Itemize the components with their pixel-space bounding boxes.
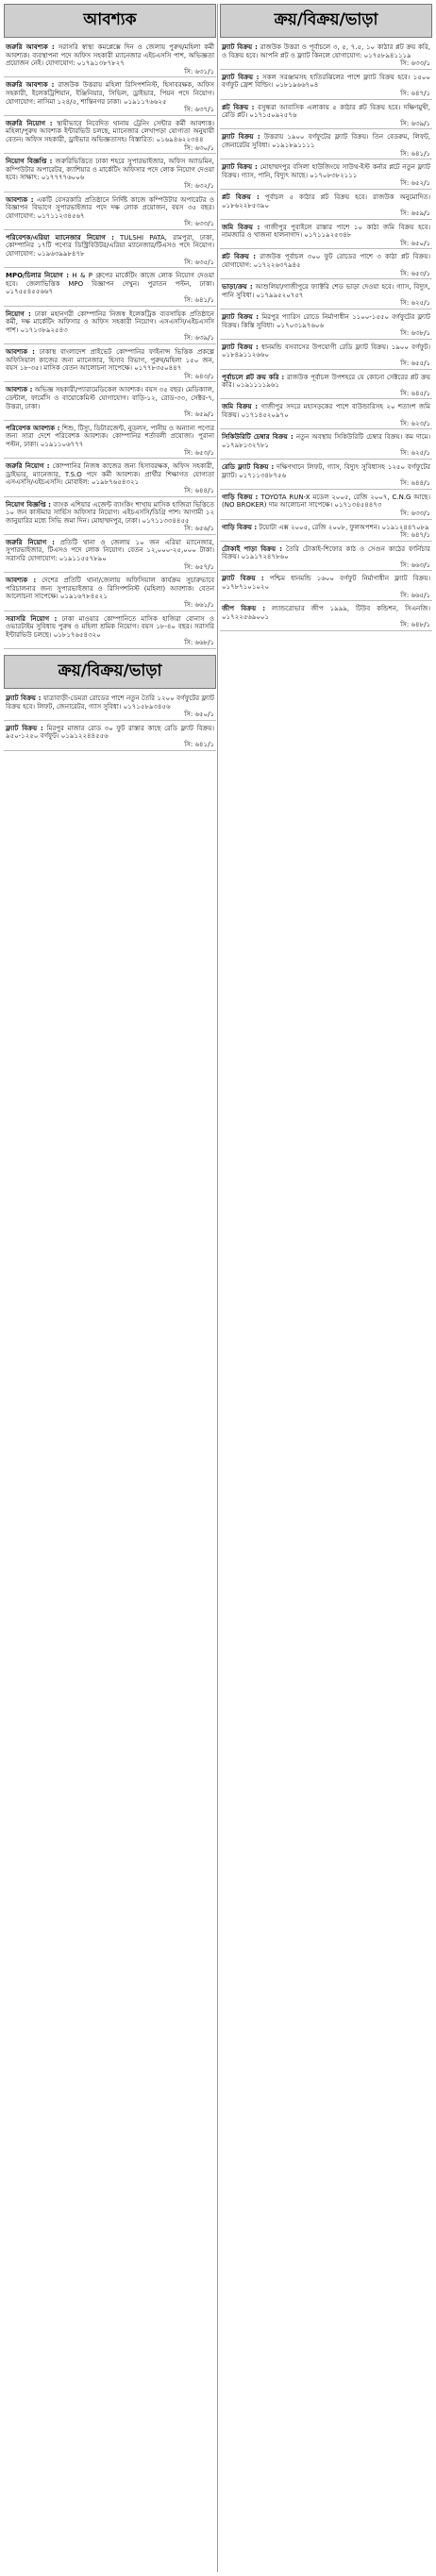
ad-separator xyxy=(4,648,216,649)
ad-separator xyxy=(220,459,432,460)
buy-sell-ads-list-left xyxy=(4,693,216,751)
ad-separator xyxy=(220,428,432,429)
classified-ad xyxy=(220,431,432,458)
ad-separator xyxy=(4,229,216,230)
section-title-wanted: আবশ্যক xyxy=(4,4,216,38)
ad-code: সি: ৬৩৩/১ xyxy=(400,509,430,517)
ad-code: সি: ৬৫৩/১ xyxy=(184,448,214,457)
ad-separator xyxy=(4,534,216,535)
ad-separator xyxy=(220,600,432,601)
ad-code: সি: ৬৪৫/১ xyxy=(400,389,430,397)
classified-ad xyxy=(220,131,432,158)
classified-ad xyxy=(4,537,216,571)
ad-body: অভিজ্ঞ সহকারী/প্যারামেডিকেল আবশ্যক। বয়স ৩৫ বছর। মেডিক্যাল, ডেন্টাল, ফার্মেসি ও বায়োকেমিস্ট যোগাযোগ। বাড়ি-১২, রোড-৩৩, সেক্টর-৭, উত্তরা, ঢাকা। xyxy=(6,386,214,410)
classified-ad xyxy=(4,309,216,343)
classified-ad xyxy=(220,311,432,338)
ad-body: ঢাকাস্থ বাংলাদেশ প্রাইভেট কোম্পানির ফাইনান্স ভিত্তিক প্রকল্পে অফিসিয়াল কাজের জন্য ম্যানেজার, হিসাব বিভাগ, পুরুষ/মহিলা ১৫০ জন, বয়স ১৮-৩৫। মাসিক বেতন আলোচনা সাপেক্ষে। ০১৭৭৮৩৫০৪৪৭ xyxy=(6,348,214,373)
ad-body: রাজউক পূর্বাচল উপশহরে যে কোনো সেক্টরের প্লট ক্রয় করি। ০১৯১১১১৯৬১ xyxy=(222,373,430,390)
ad-heading: প্লট বিক্রয় : xyxy=(222,192,260,201)
ad-heading: আবশ্যক : xyxy=(6,195,34,204)
ad-code: সি: ৬৫৫/১ xyxy=(400,360,430,367)
ad-code: সি: ৬৪১/১ xyxy=(184,296,214,305)
ad-code: সি: ৬৩৮/১ xyxy=(400,329,430,338)
ad-heading: প্লট বিক্রয় : xyxy=(222,253,257,261)
ad-code: সি: ৬৪১/১ xyxy=(400,149,430,158)
ad-code: সি: ৬৪৪/১ xyxy=(400,479,430,488)
ad-heading: নিয়োগ : xyxy=(6,309,31,318)
section-title-buy-sell-rent: ক্রয়/বিক্রয়/ভাড়া xyxy=(220,4,432,38)
ad-heading: জরুরি নিয়োগ : xyxy=(6,119,53,127)
ad-separator xyxy=(4,720,216,721)
ad-body: সকল সরঞ্জামসহ হাতিরঝিলের পাশে ফ্ল্যাট বিক্রয় হবে। ১৫০০ বর্গফুট ফ্রেশ বিল্ডিং। ০১৮১৯৬৬৭০৪ xyxy=(222,73,430,90)
classified-ad xyxy=(220,72,432,98)
ad-separator xyxy=(4,306,216,307)
ad-body: গাজীপুর পুবাইলে রাস্তার পাশে ১০ কাঠা জমি বিক্রয় হবে। নামজারি ও খাজনা হালনাগাদ। ০১৭১১৯২৫৩৪৮ xyxy=(222,223,430,240)
ad-heading: গাড়ি বিক্রয় : xyxy=(222,493,259,501)
ad-separator xyxy=(4,115,216,116)
ad-code: সি: ৬৩৩/১ xyxy=(400,59,430,68)
ad-heading: নিয়োগ বিজ্ঞপ্তি : xyxy=(6,500,51,509)
ad-separator xyxy=(4,343,216,344)
ad-separator xyxy=(220,248,432,249)
classified-ad xyxy=(220,401,432,427)
ad-code: সি: ৬৫৯/১ xyxy=(184,410,214,419)
ad-heading: পূর্বাচলে প্লট ক্রয় করি : xyxy=(222,373,285,381)
ad-body: H & P গ্রুপের মার্কেটিং কাজে লোক নিয়োগ দেওয়া হবে। জেলাভিত্তিক MPO বিজ্ঞাপন দেখুন। পুরাতন পল্টন, ঢাকা। ০১৭৫৫৪৫৫৬৬৭ xyxy=(6,272,214,296)
ad-body: নতুন অবস্থায় সিকিউরিটি চেম্বার বিক্রয়। কম দামে। ০১৭৯৮১৩২৭৮১ xyxy=(222,433,430,449)
ad-heading: ফ্ল্যাট বিক্রয় : xyxy=(222,163,258,172)
ad-code: সি: ৬৩৯/১ xyxy=(184,334,214,343)
ad-separator xyxy=(220,69,432,70)
classified-ad xyxy=(220,492,432,518)
ad-body: মিরপুর প্যারিস রোডে নির্মাণাধীন ১১০০-১৫৫০ বর্গফুটের ফ্ল্যাট বিক্রয়। কিস্তি সুবিধা। ০১৭০৩১৯৭৬০৬ xyxy=(222,313,430,329)
right-column xyxy=(220,4,432,2572)
ad-body: ঢাকা মহানগরী কোম্পানির নিজস্ব ইলেকট্রিক ব্যবসায়িক প্রতিষ্ঠানে কর্মী, দক্ষ মার্কেটিং অফিসার ও অফিস সহকারী নিয়োগ। এসএসসি/এইচএসসি পাশ। ০১৭১৩৮৯২৫৪৩ xyxy=(6,309,214,334)
classified-ad xyxy=(220,161,432,188)
ad-separator xyxy=(4,750,216,751)
ad-heading: ফ্ল্যাট বিক্রয় : xyxy=(222,575,264,583)
ad-body: রাজউক উত্তরায় মহিলা রিসিপশনিস্ট, হিসাবরক্ষক, অফিস সহকারী, ইলেকট্রিশিয়ান, ইঞ্জিনিয়ার, সিভিল, ড্রাইভার, পিয়ন পদে নিয়োগ। যোগাযোগ: নাসিমা ১২৪/৫, শান্তিনগর ঢাকা। ০১৯১১৭৬৬২৫ xyxy=(6,81,214,106)
ad-body: ল্যান্ডরোভার জীপ ১৯৯৯, টিউব কন্ডিশন, সিএনজি। ০১৭২২৫৬৯০০১ xyxy=(222,605,430,621)
ad-heading: পরিবেশক আবশ্যক : xyxy=(6,424,60,432)
ad-heading: সিকিউরিটি চেম্বার বিক্রয় : xyxy=(222,433,293,442)
ad-heading: ফ্ল্যাট বিক্রয় : xyxy=(222,43,258,51)
buy-sell-ads-list xyxy=(220,42,432,631)
classified-ad xyxy=(4,723,216,749)
ad-body: সরাসরি স্বাস্থ্য কমপ্লেক্সে দিন ও জেলায় পুরুষ/মহিলা কর্মী আবশ্যক। ব্যবস্থাপনা পদে অফিস সহকারী ম্যানেজার এইচএসসি পাশ, অভিজ্ঞতা প্রয়োজন নেই। যোগাযোগ: ০১৭৯১৩৮৭৮২৭ xyxy=(6,43,214,68)
ad-body: ঢাকা মাওয়ার কোম্পানিতে মাসিক হাজিরা বোনাস ও ওভারটাইম সুবিধায় পুরুষ ও মহিলা শ্রমিক নিয়োগ। বয়স ১৮-৪০ বছর। সরাসরি ইন্টারভিউ চলছে। ০১৮১৭৬৫৪৩২০ xyxy=(6,614,215,639)
ad-code: সি: ৬৫৬/১ xyxy=(184,525,214,533)
classified-ad xyxy=(4,194,216,228)
ad-code: সি: ৬৫৩/১ xyxy=(400,269,430,277)
ad-code: সি: ৬৪৭/১ xyxy=(400,89,430,97)
ad-separator xyxy=(220,630,432,631)
ad-heading: রেডি ফ্ল্যাট বিক্রয় : xyxy=(222,462,275,471)
ad-code: সি: ৬৪১/১ xyxy=(184,740,214,748)
ad-code: সি: ৬২৫/১ xyxy=(400,299,430,308)
ad-separator xyxy=(220,519,432,520)
ad-code: সি: ৬৩১/১ xyxy=(184,67,214,75)
ad-heading: জরুরি নিয়োগ : xyxy=(6,538,55,546)
ad-code: সি: ৬৩৫/১ xyxy=(184,258,214,266)
ad-heading: নিয়োগ বিজ্ঞপ্তি : xyxy=(6,158,53,166)
ad-heading: MPO/চিলার নিয়োগ : xyxy=(6,272,70,280)
column-divider xyxy=(217,4,218,2572)
ad-separator xyxy=(4,267,216,268)
ad-body: আশুলিয়া/গাজীপুরে ফ্যাক্টরি শেড ভাড়া দেওয়া হবে। গ্যাস, বিদ্যুৎ, পানি সুবিধা। ০১৭৯৯৫২০৭৫৭ xyxy=(222,283,430,299)
ad-separator xyxy=(220,369,432,370)
ad-code: সি: ৬৪৭/১ xyxy=(400,531,430,540)
classified-ad xyxy=(4,693,216,719)
classified-ad xyxy=(4,156,216,190)
ad-separator xyxy=(4,458,216,459)
ad-heading: ফ্ল্যাট বিক্রয় : xyxy=(222,73,260,81)
classified-ad xyxy=(4,575,216,609)
ad-separator xyxy=(4,496,216,497)
ad-heading: জরুরি নিয়োগ : xyxy=(6,462,50,471)
ad-heading: সরাসরি নিয়োগ : xyxy=(6,614,58,623)
classified-ad xyxy=(220,251,432,277)
classified-ad xyxy=(4,346,216,380)
ad-code: সি: ৬৬৮/১ xyxy=(184,639,214,647)
classified-ad xyxy=(4,423,216,457)
ad-code: সি: ৬৫০/১ xyxy=(184,711,214,719)
ad-heading: আবশ্যক : xyxy=(6,348,35,356)
ad-separator xyxy=(4,153,216,154)
ad-heading: জরুরি আবশ্যক : xyxy=(6,81,55,90)
ad-heading: ভাড়া/ক্রয় : xyxy=(222,283,253,292)
ad-code: সি: ৬২৩/১ xyxy=(400,419,430,427)
ad-separator xyxy=(220,189,432,190)
ad-code: সি: ৬৬৫/১ xyxy=(400,591,430,599)
ad-code: সি: ৬৩০/১ xyxy=(184,143,214,152)
ad-separator xyxy=(4,381,216,382)
ad-code: সি: ৬৫৭/১ xyxy=(184,562,214,571)
ad-code: সি: ৬৫৯/১ xyxy=(400,209,430,218)
classified-ad xyxy=(220,603,432,629)
classified-ad xyxy=(220,522,432,540)
ad-body: রাজউক উত্তরা ও পূর্বাচলে ৩, ৫, ৭.৫, ১০ কাঠার প্লট ক্রয় করি, ও বিক্রয় হবে। আপনি প্লট ও ফ্ল্যাট কিনলে যোগাযোগ: ০১৭৫৮৯৪১১১৯ xyxy=(222,43,430,59)
ad-body: রাজউক পূর্বাচল ৩০০ ফুট রোডের পাশে ৩ কাঠা প্লট বিক্রয়। যোগাযোগ: ০১৭২২৬৩৭৯৪৫ xyxy=(222,253,430,270)
classified-ad xyxy=(4,79,216,113)
ad-body: TULSHI PATA, রামপুরা, ঢাকা, কোম্পানির ১৭টি পণ্যের ডিস্ট্রিবিউটর/এরিয়া ম্যানেজার/টিএসও পদে নিয়োগ। যোগাযোগ: ০১৯৬৩৯৯৮৪৭৮ xyxy=(6,233,214,259)
classified-ad xyxy=(220,342,432,368)
ad-body: ব্যাংক এশিয়ার এজেন্ট ব্যাংকিং শাখায় মাসিক হাজিরা ভিত্তিতে ১০ জন কাস্টমার সার্ভিস অফিসার নিয়োগ। এইচএসসি/ডিগ্রি পাশ। আগামী ১২ জানুয়ারির মধ্যে সিভি জমা দিন। মোহাম্মদপুর, ঢাকা। ০১৭১১৩৩৪৪৫৫ xyxy=(6,500,214,525)
classified-ad xyxy=(4,499,216,533)
left-column xyxy=(4,4,216,2572)
ad-code: সি: ৬৩৩/১ xyxy=(184,220,214,228)
ad-body: মোহাম্মদপুর বসিলা হাউজিংয়ে সাউথ-ইস্ট কর্নার প্লটে নতুন ফ্ল্যাট বিক্রয়। গ্যাস, পানি, বিদ্যুৎ আছে। ০১৭০৮৩৮২১১১ xyxy=(222,163,430,179)
ad-code: সি: ৬৩৭/১ xyxy=(184,106,214,114)
ad-separator xyxy=(220,541,432,542)
ad-separator xyxy=(220,278,432,279)
ad-heading: টোকাই পাড়া বিক্রয় : xyxy=(222,544,283,553)
classified-ad xyxy=(220,544,432,570)
ad-heading: ফ্ল্যাট বিক্রয় : xyxy=(222,343,259,351)
ad-body: শিশু, টিস্যু, ডিটারজেন্ট, নুডলস, পানীয় ও অন্যান্য পণ্যের জন্য সারা দেশে পরিবেশক আবশ্যক। কোম্পানির শর্তাবলী প্রযোজ্য। পুরানা পল্টন, ঢাকা। ০১৯১১০৬৭৭৭ xyxy=(6,424,214,448)
classified-ad xyxy=(220,372,432,398)
ad-code: সি: ৬৩৯/১ xyxy=(400,119,430,127)
ad-heading: ফ্ল্যাট বিক্রয় : xyxy=(6,694,42,702)
ad-separator xyxy=(220,99,432,100)
ad-separator xyxy=(4,76,216,77)
ad-heading: আবশ্যক : xyxy=(6,577,37,585)
ad-body: মিরপুর মাজার রোড ৩০ ফুট রাস্তার কাছে রেডি ফ্ল্যাট বিক্রয়। ৯৫০-১২৫০ বর্গফুট। ০১৯১২২৪৪৫৫৬ xyxy=(6,724,215,741)
classified-ad xyxy=(220,461,432,488)
ad-heading: জীপ বিক্রয় : xyxy=(222,605,266,613)
ad-code: সি: ৬৪৮/১ xyxy=(400,621,430,629)
ad-heading: জরুরি আবশ্যক : xyxy=(6,43,55,51)
classified-ad xyxy=(220,573,432,599)
ad-heading: জমি বিক্রয় : xyxy=(222,403,259,411)
classified-ad xyxy=(4,118,216,152)
ad-body: পশ্চিম ধানমন্ডি ১৬০০ বর্গফুট নির্মাণাধীন ফ্ল্যাট বিক্রয়। ০১৭৮৭১০১০২০ xyxy=(222,575,430,592)
ad-code: সি: ৬৪৩/১ xyxy=(184,372,214,380)
ad-separator xyxy=(4,572,216,573)
ad-separator xyxy=(220,219,432,220)
ad-body: তৈরি টোকাই-শিফোর কাঠ ও সেগুন কাঠের ফার্নিচার বিক্রয়। ০১৯১৭২৪৭৮৬০ xyxy=(222,544,430,561)
ad-body: জরুরিভিত্তিতে ঢাকা শহরে সুপারভাইজার, অফিস অ্যাডমিন, কম্পিউটার অপারেটর, ক্যাশিয়ার ও মার্কেটিং অফিসার পদে লোক নিয়োগ দেওয়া হবে। সাক্ষাৎ: ০১৭৭৭৭৬০০৬ xyxy=(6,158,214,182)
ad-body: স্থায়ীভাবে নিবেদিত থানায় ট্রেনিং সেন্টার কর্মী আবশ্যক। মহিলা/পুরুষ আবশ্যক ইন্টারভিউ চলছে, ম্যানেজার লেখাপড়া যোগ্যতা অনুযায়ী বেতন। অফিস সহকারী, ড্রাইভার অভিজ্ঞতাসহ। বিস্তারিত: ০১৬৯৪৬২২৩৪৪ xyxy=(6,119,214,143)
ad-body: দেশের প্রতিটি থানা/জেলায় অফিসিয়াল কার্যক্রম সুচারুভাবে পরিচালনার জন্য সুপারভাইজার ও রিসিপশনিস্ট (মহিলা) আবশ্যক। বেতন আলোচনা সাপেক্ষে। ০১৯১৬৭৮৪৫২১ xyxy=(6,577,214,601)
section-title-buy-sell-rent-left: ক্রয়/বিক্রয়/ভাড়া xyxy=(4,655,216,689)
ad-heading: ফ্ল্যাট বিক্রয় : xyxy=(222,313,260,322)
ad-body: TOYOTA RUN-X মডেল ২০০৫, রেজি ২০০৭, C.N.G আছে। (NO BROKER) দাম আলোচনা সাপেক্ষে। ০১৭১৩৪৫৪৪৭৩ xyxy=(222,493,431,510)
classified-ad xyxy=(4,384,216,418)
ad-code: সি: ৬৩২/১ xyxy=(184,181,214,190)
ad-heading: আবশ্যক : xyxy=(6,386,33,394)
ad-heading: জমি বিক্রয় : xyxy=(222,223,260,231)
ad-heading: গাড়ি বিক্রয় : xyxy=(222,523,258,531)
ad-separator xyxy=(220,489,432,490)
classified-ad xyxy=(4,613,216,647)
ad-code: সি: ৬৫০/১ xyxy=(400,239,430,247)
classified-ad xyxy=(220,102,432,128)
ad-separator xyxy=(220,570,432,571)
classified-ad xyxy=(4,232,216,266)
classified-ad xyxy=(220,281,432,308)
ad-separator xyxy=(220,398,432,399)
ad-body: প্রতিটি থানা ও জেলায় ১০ জন এরিয়া ম্যানেজার, সুপারভাইজার, টিএসও পদে লোক নিয়োগ। বেতন ১২,০০০-২৫,০০০ টাকা। সরাসরি যোগাযোগ: ০১৯১১৫৫৭৮৯০ xyxy=(6,538,214,563)
ad-body: গাজীপুর সদরে মহাসড়কের পাশে বাউন্ডারিসহ ২০ শতাংশ জমি বিক্রয়। ০১৭১৪৫২০৯৭০ xyxy=(222,403,431,419)
ad-separator xyxy=(220,339,432,340)
classified-ad xyxy=(220,42,432,68)
ad-heading: ফ্ল্যাট বিক্রয় : xyxy=(6,724,43,732)
ad-code: সি: ৬৬১/১ xyxy=(184,601,214,610)
classified-ad xyxy=(220,192,432,218)
ad-heading: ফ্ল্যাট বিক্রয় : xyxy=(222,133,260,142)
ad-heading: পরিবেশক/এরিয়া ম্যানেজার নিয়োগ : xyxy=(6,233,114,242)
ad-body: পূর্বাচল ৫ কাঠার প্লট বিক্রয় হবে। রাজউক অনুমোদিত। ০১৮৬২২৮৫৩৯০ xyxy=(222,192,430,209)
ad-separator xyxy=(220,128,432,129)
ad-body: উত্তরায় ১৯০০ বর্গফুটের ফ্ল্যাট বিক্রয়। তিন বেডরুম, লিফট, জেনারেটর সুবিধা। ০১৯১৮৯১১১১ xyxy=(222,133,430,149)
ad-body: টয়োটা এক্স ২০০৫, রেজি ২০০৮, ফুলঅপশন। ০১৯১২৪৪৭০৮৯ xyxy=(259,523,429,531)
ad-code: সি: ৬২৫/১ xyxy=(400,449,430,458)
ad-code: সি: ৬৪৪/১ xyxy=(184,486,214,494)
classified-ad xyxy=(4,460,216,494)
classified-ad xyxy=(4,270,216,304)
ad-heading: প্লট বিক্রয় : xyxy=(222,103,255,111)
ad-separator xyxy=(4,420,216,421)
classified-ad xyxy=(4,42,216,75)
ad-body: একটি বেসরকারি প্রতিষ্ঠানে নির্দিষ্ট কাজে কম্পিউটার অপারেটর ও বিজ্ঞাপন বিভাগে সুপারভাইজার পদে দক্ষ লোক প্রয়োজন, বয়স ৩৫ বছর। যোগাযোগ: ০১৭১১২৩৪৫৬৭ xyxy=(6,195,214,220)
ad-body: ধানমন্ডি বসবাসের উপযোগী রেডি ফ্ল্যাট বিক্রয়। ১৯০০ বর্গফুট। ০১৮৪৯১১২৬৬০ xyxy=(222,343,430,360)
ad-code: সি: ৬৬৩/১ xyxy=(400,560,430,569)
classified-ad xyxy=(220,222,432,248)
ad-code: সি: ৬৫২/১ xyxy=(400,179,430,188)
wanted-ads-list xyxy=(4,42,216,649)
ad-body: বসুন্ধরা আবাসিক এলাকায় ৫ কাঠার প্লট বিক্রয় হবে। দক্ষিণমুখী, রেডি প্লট। ০১৭১৫০৯২৫৭৬ xyxy=(222,103,430,120)
ad-body: দক্ষিণখানে লিফট, গ্যাস, বিদ্যুৎ সুবিধাসহ ১২৫০ বর্গফুটের ফ্ল্যাট। ০১৭১১৩৪৮৭৫৬ xyxy=(222,462,430,479)
ad-body: যাত্রাবাড়ী-ডেমরা রোডের পাশে নতুন তৈরি ১২০০ বর্গফুটের ফ্ল্যাট বিক্রয় হবে। লিফট, জেনারেটর, গ্যাস সুবিধা। ০১৭১৫৮৯৩৪৫৬ xyxy=(6,694,214,711)
ad-body: কোম্পানির নিজস্ব কাজের জন্য হিসাবরক্ষক, অফিস সহকারী, ড্রাইভার, ম্যানেজার, T.S.O পদে কর্মী আবশ্যক। প্রার্থীর শিক্ষাগত যোগ্যতা এসএসসি/এইচএসসি। মোবাইল: ০১৯৮৭৬৫৪৩২১ xyxy=(6,462,214,487)
